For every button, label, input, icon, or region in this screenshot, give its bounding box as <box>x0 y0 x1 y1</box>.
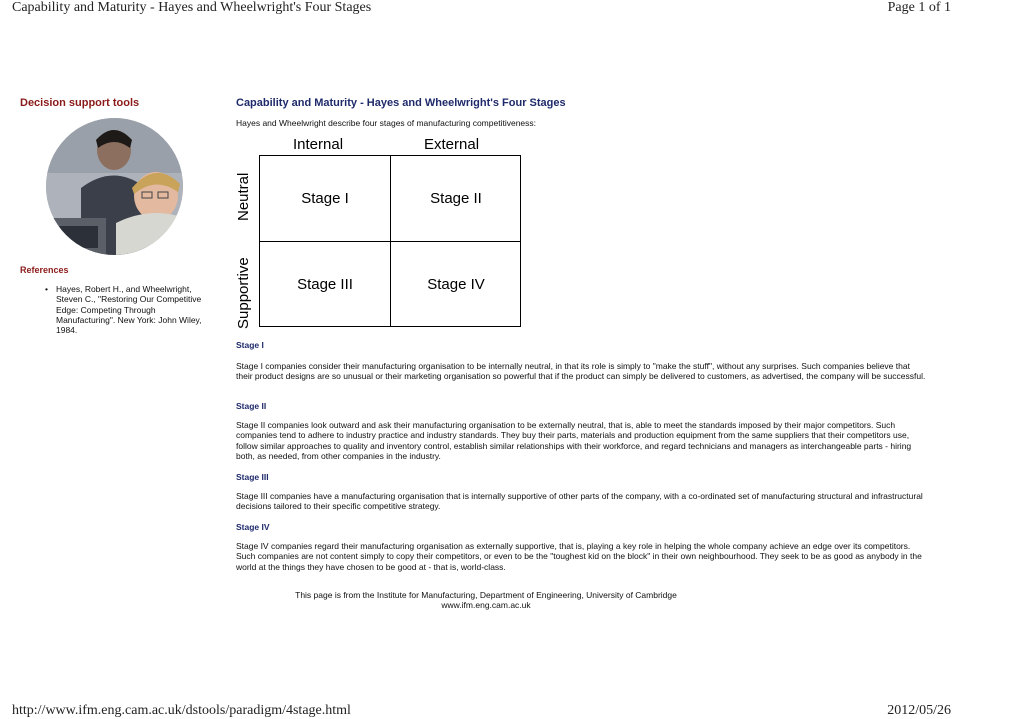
section-heading-stage-4: Stage IV <box>236 522 270 532</box>
cell-stage-3: Stage III <box>297 276 353 293</box>
print-footer-date: 2012/05/26 <box>887 703 951 718</box>
matrix-grid <box>259 155 521 327</box>
photo-image <box>46 118 183 255</box>
credit-line: This page is from the Institute for Manufacturing, Department of Engineering, University of Cambridge <box>295 590 677 600</box>
print-header-page: Page 1 of 1 <box>887 0 951 15</box>
section-text-stage-2: Stage II companies look outward and ask their manufacturing organisation to be externally neutral, that is, able to meet the standards imposed by their major competitors. Such companies tend to adhere to industry practice and industry standards. They buy their parts, materials and production equipment from the same suppliers that their competitors use, follow similar approaches to quality and inventory control, establish similar relationships with their workforce, and regard technicians and managers as interchangeable parts - hiring both, as needed, from other companies in the industry. <box>236 420 912 462</box>
page-title: Capability and Maturity - Hayes and Wheelwright's Four Stages <box>236 97 566 109</box>
cell-stage-1: Stage I <box>301 190 349 207</box>
section-text-stage-3: Stage III companies have a manufacturing organisation that is internally supportive of other parts of the company, with a co-ordinated set of manufacturing structural and infrastructural decisions tailored to their specific competitive strategy. <box>236 491 923 512</box>
row-header-supportive: Supportive <box>235 257 252 329</box>
col-header-internal: Internal <box>293 136 344 153</box>
institute-credit <box>236 590 736 611</box>
section-text-stage-4: Stage IV companies regard their manufacturing organisation as externally supportive, that is, playing a key role in helping the whole company achieve an edge over its competitors. Such companies are not content simply to copy their competitors, or even to be the "toughest kid on the block" in their own neighbourhood. They seek to be as good as anybody in the world at the things they have chosen to be good at - that is, world-class. <box>236 541 922 572</box>
cell-stage-2: Stage II <box>430 190 482 207</box>
section-heading-stage-2: Stage II <box>236 401 267 411</box>
references-list <box>44 284 210 335</box>
four-stage-matrix <box>234 134 534 334</box>
print-footer-url: http://www.ifm.eng.cam.ac.uk/dstools/paradigm/4stage.html <box>12 703 351 718</box>
cell-stage-4: Stage IV <box>427 276 485 293</box>
photo-two-men-at-computer <box>46 118 183 255</box>
section-text-stage-1: Stage I companies consider their manufacturing organisation to be internally neutral, in that its role is simply to "make the stuff", without any surprises. Such companies believe that their product designs are so unusual or their marketing organisation so powerful that if the product can simply be delivered to customers, as advertised, the company will be successful. <box>236 361 926 382</box>
credit-website-link[interactable]: www.ifm.eng.cam.ac.uk <box>441 600 531 611</box>
intro-text: Hayes and Wheelwright describe four stages of manufacturing competitiveness: <box>236 118 537 128</box>
section-heading-stage-1: Stage I <box>236 340 264 350</box>
section-heading-stage-3: Stage III <box>236 472 269 482</box>
sidebar-title[interactable]: Decision support tools <box>20 97 140 109</box>
print-header-title: Capability and Maturity - Hayes and Wheelwright's Four Stages <box>12 0 372 15</box>
row-header-neutral: Neutral <box>235 172 252 221</box>
references-title: References <box>20 265 69 275</box>
reference-item: • Hayes, Robert H., and Wheelwright, Steven C., "Restoring Our Competitive Edge: Competing Through Manufacturing". New York: John Wiley, 1984. <box>44 284 210 335</box>
col-header-external: External <box>424 136 480 153</box>
